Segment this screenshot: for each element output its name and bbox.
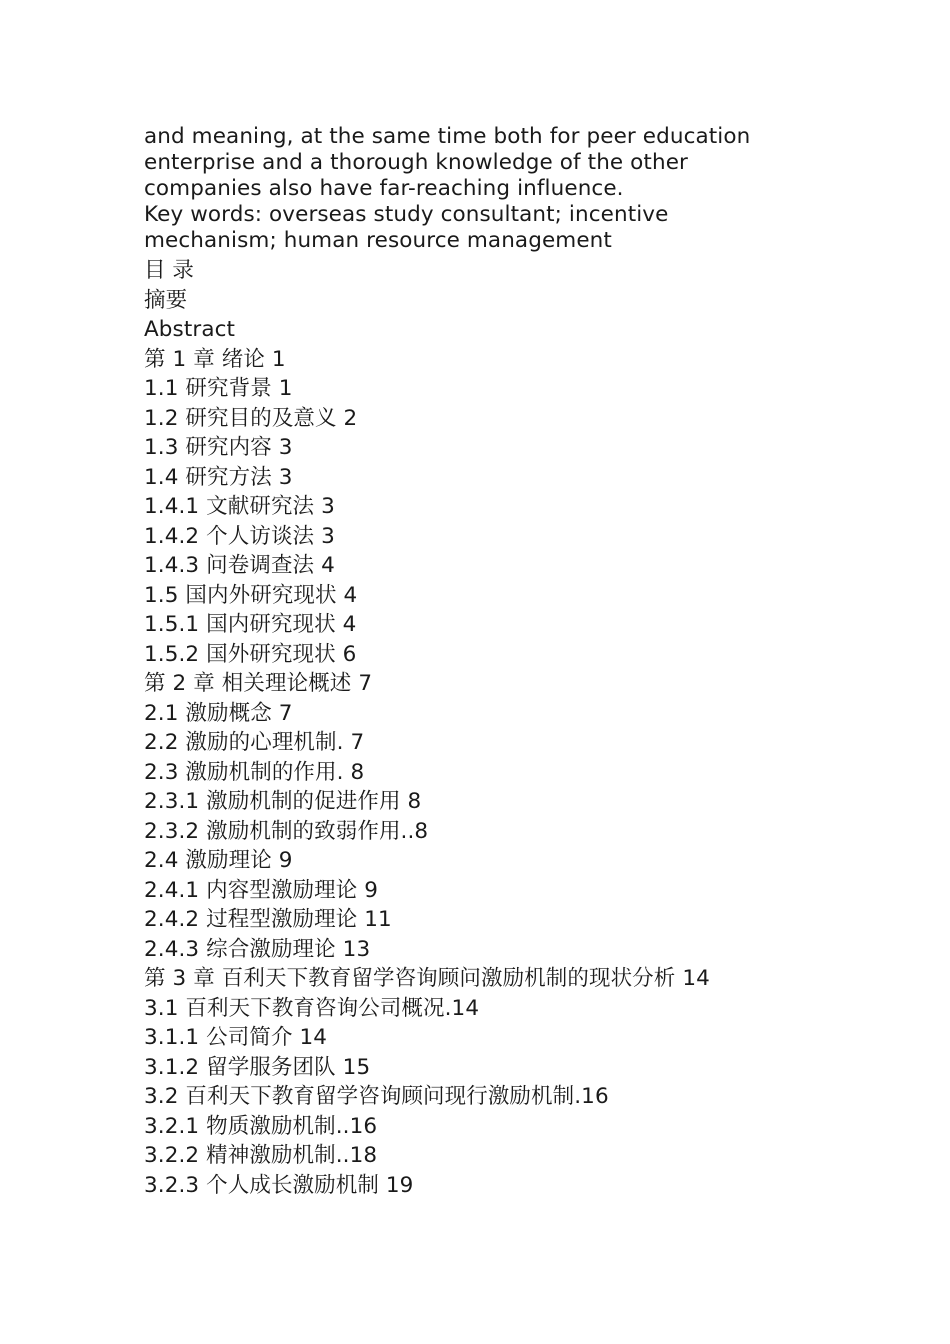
document-page <box>144 124 844 1200</box>
toc-entry: 3.2 百利天下教育留学咨询顾问现行激励机制.16 <box>144 1084 609 1109</box>
toc-entry: 1.4.1 文献研究法 3 <box>144 494 335 519</box>
toc-entry: 第 2 章 相关理论概述 7 <box>144 671 373 696</box>
keywords-line: Key words: overseas study consultant; incentive <box>144 202 669 227</box>
toc-entry: 2.4 激励理论 9 <box>144 848 293 873</box>
toc-entry: 3.2.3 个人成长激励机制 19 <box>144 1172 414 1198</box>
table-of-contents <box>144 286 844 1201</box>
toc-entry: 2.4.3 综合激励理论 13 <box>144 936 371 962</box>
toc-entry: 2.1 激励概念 7 <box>144 700 293 726</box>
toc-entry: 摘要 <box>144 287 188 313</box>
toc-entry: 3.1 百利天下教育咨询公司概况.14 <box>144 995 480 1021</box>
toc-entry: 3.2.1 物质激励机制..16 <box>144 1113 378 1139</box>
abstract-tail <box>144 124 844 202</box>
toc-entry: 1.3 研究内容 3 <box>144 435 293 460</box>
toc-entry: 3.1.1 公司简介 14 <box>144 1025 328 1050</box>
toc-entry: 1.4.3 问卷调查法 4 <box>144 553 335 578</box>
abstract-line: companies also have far-reaching influence. <box>144 176 624 201</box>
toc-entry: 2.2 激励的心理机制. 7 <box>144 730 365 755</box>
toc-entry: 3.1.2 留学服务团队 15 <box>144 1054 371 1080</box>
toc-entry: 2.3 激励机制的作用. 8 <box>144 759 365 785</box>
keywords-line: mechanism; human resource management <box>144 228 612 253</box>
toc-entry: 2.3.2 激励机制的致弱作用..8 <box>144 818 429 844</box>
toc-entry: 1.4 研究方法 3 <box>144 464 293 490</box>
toc-entry: 1.2 研究目的及意义 2 <box>144 405 358 431</box>
toc-entry: 1.5 国内外研究现状 4 <box>144 582 358 608</box>
toc-entry: 2.4.2 过程型激励理论 11 <box>144 907 392 932</box>
toc-entry: 2.4.1 内容型激励理论 9 <box>144 877 379 903</box>
toc-entry: 第 1 章 绪论 1 <box>144 346 286 372</box>
toc-entry: Abstract <box>144 317 236 342</box>
toc-entry: 1.5.2 国外研究现状 6 <box>144 641 357 667</box>
toc-entry: 第 3 章 百利天下教育留学咨询顾问激励机制的现状分析 14 <box>144 966 710 991</box>
keywords <box>144 202 844 254</box>
toc-entry: 1.1 研究背景 1 <box>144 376 293 401</box>
toc-entry: 2.3.1 激励机制的促进作用 8 <box>144 789 422 814</box>
toc-entry: 1.5.1 国内研究现状 4 <box>144 612 357 637</box>
abstract-line: and meaning, at the same time both for peer education <box>144 124 751 149</box>
abstract-line: enterprise and a thorough knowledge of the other <box>144 150 688 175</box>
toc-entry: 1.4.2 个人访谈法 3 <box>144 523 335 549</box>
toc-heading: 目 录 <box>144 258 194 283</box>
toc-entry: 3.2.2 精神激励机制..18 <box>144 1143 378 1168</box>
